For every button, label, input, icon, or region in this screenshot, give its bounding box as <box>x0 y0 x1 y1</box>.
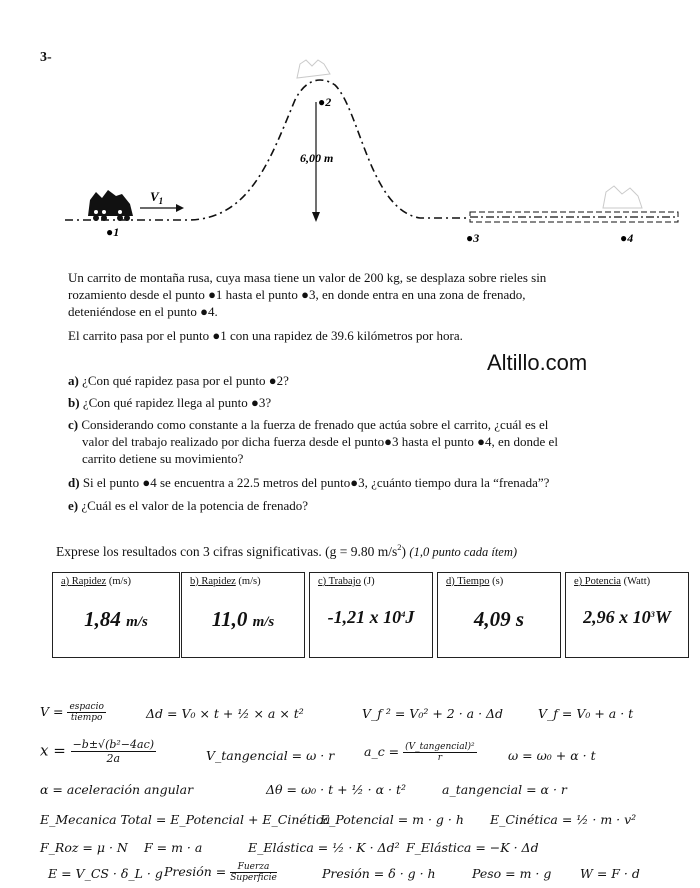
statement-line-4: El carrito pasa por el punto ●1 con una rapidez de 39.6 kilómetros por hora. <box>68 328 463 343</box>
formula-vf: V_f = V₀ + a · t <box>538 706 634 721</box>
statement-line-1: Un carrito de montaña rusa, cuya masa tiene un valor de 200 kg, se desplaza sobre rieles sin <box>68 270 547 285</box>
formula-buoyancy: E = V_CS · δ_L · g <box>48 866 163 881</box>
roller-coaster-diagram <box>0 40 700 250</box>
formula-alpha: α = aceleración angular <box>40 782 194 797</box>
question-c-cont-1: valor del trabajo realizado por dicha fuerza desde el punto●3 hasta el punto ●4, en donde el <box>82 434 558 449</box>
instructions: Exprese los resultados con 3 cifras significativas. (g = 9.80 $m/s^2$) (1,0 punto cada ítem) <box>56 542 518 559</box>
question-b: b) ¿Con qué rapidez llega al punto ●3? <box>68 395 272 410</box>
formula-velocity: V = $\frac{\text{espacio}}{\text{tiempo}}$ <box>40 702 104 723</box>
formula-elastic-force: F_Elástica = −K · Δd <box>406 840 539 855</box>
point-4-label: ●4 <box>620 231 634 245</box>
statement-line-2: rozamiento desde el punto ●1 hasta el punto ●3, en donde entra en una zona de frenado, <box>68 287 526 302</box>
question-c-cont-2: carrito detiene su movimiento? <box>82 451 244 466</box>
formula-vf-squared: V_f ² = V₀² + 2 · a · Δd <box>362 706 504 721</box>
question-e: e) ¿Cuál es el valor de la potencia de frenado? <box>68 498 309 513</box>
formula-pressure: Presión = $\frac{\text{Fuerza}}{\text{Superficie}}$ <box>164 862 277 883</box>
formula-elastic-energy: E_Elástica = ½ · K · Δd² <box>248 840 400 855</box>
problem-number: 3- <box>40 50 52 65</box>
answer-value-e: 2,96 x $10^3W$ <box>583 607 671 627</box>
formula-displacement: Δd = V₀ × t + ½ × a × t² <box>146 706 304 721</box>
point-3-label: ●3 <box>466 231 480 245</box>
answer-value-d: 4,09 s <box>473 607 525 631</box>
cart-top-icon <box>297 60 330 78</box>
formula-theta: Δθ = ω₀ · t + ½ · α · t² <box>266 782 406 797</box>
velocity-label: $V_1$ <box>150 189 164 206</box>
answer-value-c: -1,21 x $10^4J$ <box>327 607 415 627</box>
formula-angular-velocity: ω = ω₀ + α · t <box>508 748 596 763</box>
question-d: d) Si el punto ●4 se encuentra a 22.5 metros del punto●3, ¿cuánto tiempo dura la “frenada”? <box>68 475 550 490</box>
formula-mechanical-energy: E_Mecanica Total = E_Potencial + E_Cinética <box>40 812 331 827</box>
formula-v-tangential: V_tangencial = ω · r <box>206 748 335 763</box>
formula-centripetal: a_c = $\frac{\text{(V\_tangencial)²}}{r}$ <box>364 742 475 763</box>
question-a: a) ¿Con qué rapidez pasa por el punto ●2? <box>68 373 289 388</box>
formula-potential-energy: E_Potencial = m · g · h <box>320 812 464 827</box>
cart-icon <box>88 190 133 221</box>
formula-kinetic-energy: E_Cinética = ½ · m · v² <box>490 812 637 827</box>
watermark: Altillo.com <box>487 350 588 375</box>
formula-weight: Peso = m · g <box>472 866 552 881</box>
answer-box-a: a) Rapidez (m/s) 1,84 m/s <box>52 572 180 658</box>
formula-friction: F_Roz = μ · N <box>40 840 128 855</box>
answer-box-c: c) Trabajo (J) -1,21 x $10^4J$ <box>309 572 433 658</box>
answer-box-d: d) Tiempo (s) 4,09 s <box>437 572 561 658</box>
formula-quadratic: x = $\frac{\text{−b±√(b²−4ac)}}{2a}$ <box>40 738 155 765</box>
statement-line-3: deteniéndose en el punto ●4. <box>68 304 218 319</box>
point-1-label: ●1 <box>106 225 120 239</box>
answer-value-a: 1,84 m/s <box>84 607 148 631</box>
answer-box-b: b) Rapidez (m/s) 11,0 m/s <box>181 572 305 658</box>
point-2-label: ●2 <box>318 95 332 109</box>
cart-end-icon <box>603 186 642 208</box>
answer-value-b: 11,0 m/s <box>211 607 275 631</box>
height-label: 6,00 m <box>300 151 334 165</box>
question-c: c) Considerando como constante a la fuerza de frenado que actúa sobre el carrito, ¿cuál es el <box>68 417 549 432</box>
answer-box-e: e) Potencia (Watt) 2,96 x $10^3W$ <box>565 572 689 658</box>
formula-newton: F = m · a <box>144 840 203 855</box>
formula-work: W = F · d <box>580 866 640 881</box>
formula-hydrostatic: Presión = δ · g · h <box>322 866 436 881</box>
formula-a-tangential: a_tangencial = α · r <box>442 782 567 797</box>
